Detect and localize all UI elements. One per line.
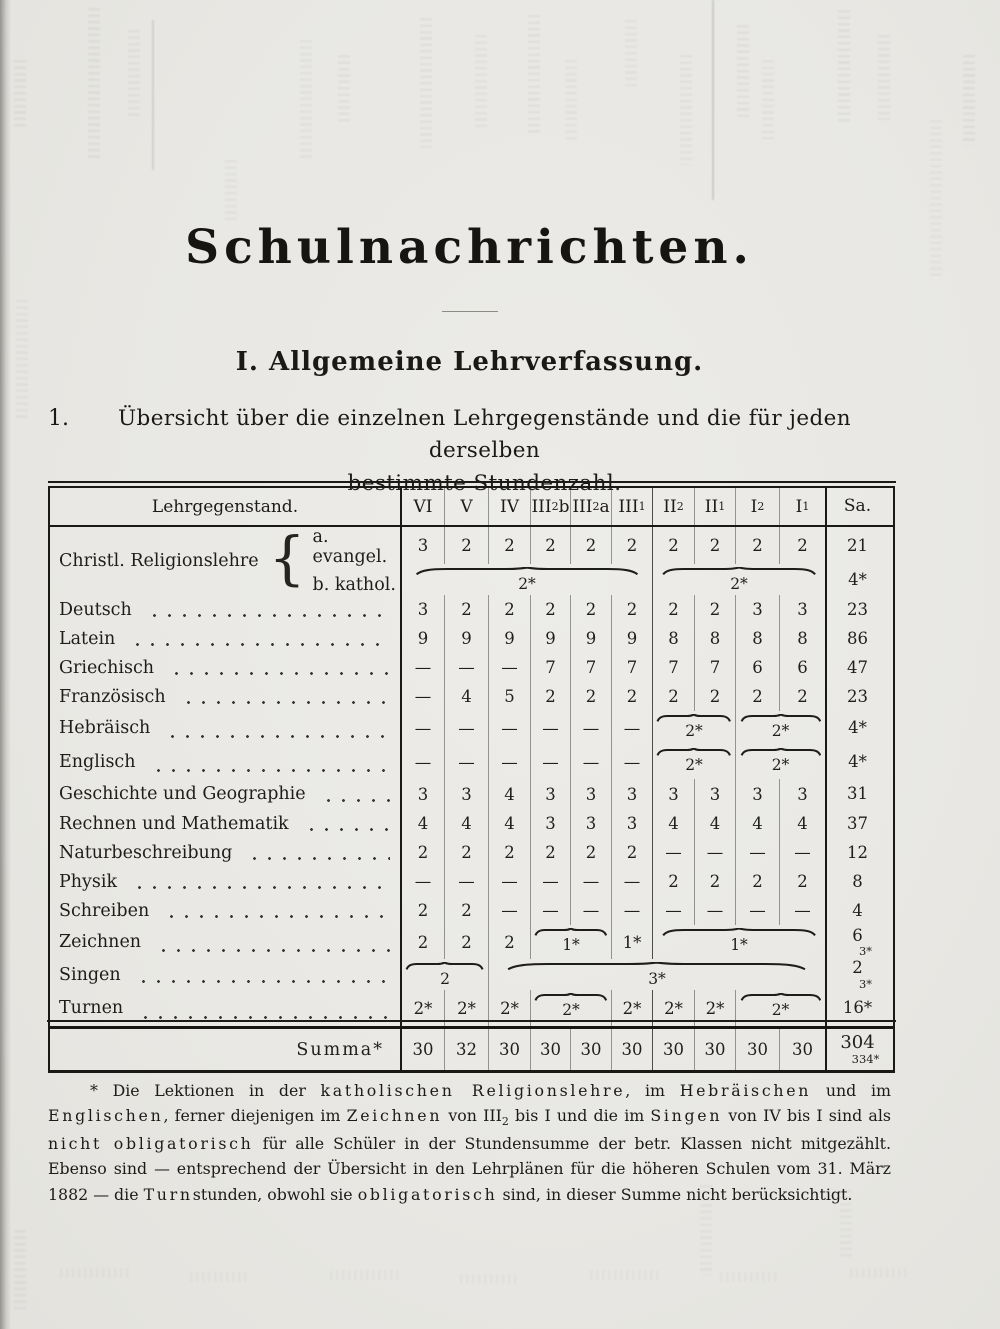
hours-cell: 6 xyxy=(736,653,780,682)
hours-cell: 9 xyxy=(531,624,571,653)
footnote-segment: Hebräischen xyxy=(679,1081,812,1100)
curly-brace-glyph: { xyxy=(268,524,306,593)
sum-cell: 23 xyxy=(847,686,868,706)
hours-cell: 7 xyxy=(653,653,695,682)
section-heading: I. Allgemeine Lehrverfassung. xyxy=(235,347,704,377)
over-brace xyxy=(740,714,822,722)
subject-label-cell: Schreiben xyxy=(50,896,402,925)
row-singen xyxy=(50,959,893,990)
hours-cell: 3 xyxy=(531,779,571,809)
sum-cell: 47 xyxy=(847,657,868,677)
over-brace xyxy=(534,993,608,1001)
hours-cell: 2 xyxy=(612,527,653,564)
hours-cell: — xyxy=(612,745,653,779)
hours-cell: — xyxy=(571,711,612,745)
row-griechisch xyxy=(50,653,893,682)
hours-cell: 2 xyxy=(489,925,531,959)
subject-label-cell: Latein xyxy=(50,624,402,653)
footnote-segment: , ferner diejenigen im xyxy=(163,1106,347,1126)
hours-cell: 4 xyxy=(445,682,489,711)
hours-cell: 2* xyxy=(653,990,695,1026)
religion-option-kathol: b. kathol. xyxy=(312,575,396,595)
hours-cell: 8 xyxy=(695,624,736,653)
hours-cell: 2 xyxy=(695,867,736,896)
hours-cell: 3 xyxy=(612,779,653,809)
hours-cell: — xyxy=(736,838,780,867)
brace-cell: 2* xyxy=(402,564,653,595)
sum-cell: 16* xyxy=(842,998,873,1018)
subject-label-cell: Deutsch xyxy=(50,595,402,624)
sum-cell: 6 3* xyxy=(852,925,873,959)
hours-cell: 9 xyxy=(489,624,531,653)
header-col-III1: III 1 xyxy=(612,488,653,525)
brace-cell: 1* xyxy=(531,925,612,959)
hours-cell: 3 xyxy=(402,779,445,809)
dot-leader xyxy=(179,700,390,705)
hours-cell: 2 xyxy=(402,838,445,867)
hours-cell: 2 xyxy=(780,682,827,711)
hours-cell: 9 xyxy=(612,624,653,653)
hours-cell: — xyxy=(445,711,489,745)
header-col-I1: I 1 xyxy=(780,488,827,525)
over-brace xyxy=(660,567,818,575)
hours-cell: 3 xyxy=(780,595,827,624)
hours-cell: 2 xyxy=(445,896,489,925)
hours-cell: — xyxy=(531,896,571,925)
hours-cell: — xyxy=(653,896,695,925)
hours-cell: — xyxy=(489,653,531,682)
hours-cell: — xyxy=(695,838,736,867)
religion-label: Christl. Religionslehre xyxy=(59,551,259,571)
hours-cell: — xyxy=(402,682,445,711)
row-summa xyxy=(50,1026,893,1070)
hours-cell: — xyxy=(531,711,571,745)
hours-cell: — xyxy=(571,867,612,896)
footnote-segment: Englischen xyxy=(48,1106,164,1126)
hours-cell: 2 xyxy=(489,838,531,867)
hours-cell: 6 xyxy=(780,653,827,682)
hours-cell: 2 xyxy=(489,527,531,564)
hours-cell: 2* xyxy=(695,990,736,1026)
over-brace xyxy=(656,714,731,722)
hours-cell: 2 xyxy=(736,867,780,896)
hours-cell: 2 xyxy=(571,682,612,711)
hours-cell: 3 xyxy=(736,779,780,809)
header-col-II2: II 2 xyxy=(653,488,695,525)
grand-total-cell: 304 334* xyxy=(840,1031,880,1067)
total-cell: 30 xyxy=(736,1029,780,1070)
hours-cell: 3 xyxy=(736,595,780,624)
footnote-segment: bis I und die im xyxy=(508,1106,651,1126)
subject-label-cell: Physik xyxy=(50,867,402,896)
total-cell: 32 xyxy=(445,1029,489,1070)
subject-label-cell: Hebräisch xyxy=(50,711,402,745)
hours-cell: 4 xyxy=(489,779,531,809)
header-col-VI: VI xyxy=(402,488,445,525)
header-col-V: V xyxy=(445,488,489,525)
sum-cell: 4 xyxy=(852,900,863,920)
hours-cell: — xyxy=(445,745,489,779)
hours-cell: 2* xyxy=(402,990,445,1026)
footnote-subscript: 2 xyxy=(501,1115,509,1129)
hours-cell: 2 xyxy=(612,595,653,624)
brace-cell: 1* xyxy=(653,925,827,959)
hours-cell: — xyxy=(489,711,531,745)
footnote-segment: obligatorisch xyxy=(357,1184,498,1204)
item-heading-line2: bestimmte Stundenzahl. xyxy=(347,470,622,496)
footnote-segment: Singen xyxy=(650,1106,723,1126)
footnote-segment: nicht obligatorisch xyxy=(48,1134,254,1154)
total-cell: 30 xyxy=(531,1029,571,1070)
hours-cell: 2 xyxy=(612,838,653,867)
religion-options xyxy=(313,527,400,595)
header-subject: Lehrgegenstand. xyxy=(50,488,402,525)
hours-cell: 8 xyxy=(736,624,780,653)
hours-cell: 2 xyxy=(736,682,780,711)
hours-cell: 2 xyxy=(571,595,612,624)
subject-label-cell: Französisch xyxy=(50,682,402,711)
row-rechnen xyxy=(50,809,893,838)
hours-cell: 7 xyxy=(531,653,571,682)
hours-cell: 7 xyxy=(571,653,612,682)
hours-cell: 2 xyxy=(489,595,531,624)
hours-cell: 2 xyxy=(531,838,571,867)
total-cell: 30 xyxy=(780,1029,827,1070)
footnote-segment: sind, in dieser Summe nicht berücksichtigt. xyxy=(497,1184,853,1204)
row-naturbeschreibung xyxy=(50,838,893,867)
footnote-segment: * Die Lektionen in der xyxy=(90,1081,321,1100)
scan-edge-shadow xyxy=(0,0,11,1329)
hours-cell: 2 xyxy=(695,527,736,564)
hours-cell: 5 xyxy=(489,682,531,711)
over-brace xyxy=(740,748,822,756)
hours-cell: 8 xyxy=(780,624,827,653)
header-col-III2a: III 2 a xyxy=(571,488,612,525)
brace-cell: 2* xyxy=(736,745,827,779)
hours-cell: 9 xyxy=(571,624,612,653)
row-latein xyxy=(50,624,893,653)
dot-leader xyxy=(154,948,390,953)
hours-cell: 2 xyxy=(445,595,489,624)
hours-cell: 4 xyxy=(402,809,445,838)
sum-cell: 4* xyxy=(848,569,867,589)
sum-cell: 31 xyxy=(847,784,868,804)
footnote-segment: Turn xyxy=(143,1184,193,1204)
hours-cell: — xyxy=(531,745,571,779)
row-religion xyxy=(50,524,893,595)
religion-option-evangel: a. evangel. xyxy=(312,527,388,567)
dot-leader xyxy=(145,613,390,618)
footnote-segment: Zeichnen xyxy=(346,1106,443,1126)
hours-cell: — xyxy=(402,653,445,682)
hours-cell: 9 xyxy=(402,624,445,653)
sum-cell: 21 xyxy=(847,535,868,555)
header-col-sum: Sa. xyxy=(843,495,872,516)
sum-cell: 12 xyxy=(847,842,868,862)
hours-cell: — xyxy=(445,867,489,896)
header-col-I2: I 2 xyxy=(736,488,780,525)
over-brace xyxy=(656,748,731,756)
hours-cell: 4 xyxy=(695,809,736,838)
hours-cell: 4 xyxy=(780,809,827,838)
dot-leader xyxy=(245,856,390,861)
dot-leader xyxy=(302,827,390,832)
hours-cell: — xyxy=(402,711,445,745)
dot-leader xyxy=(167,671,390,676)
hours-cell: 2* xyxy=(489,990,531,1026)
dot-leader xyxy=(149,768,391,773)
hours-cell: 1* xyxy=(612,925,653,959)
hours-cell: 2 xyxy=(402,896,445,925)
total-cell: 30 xyxy=(612,1029,653,1070)
hours-cell: 2 xyxy=(612,682,653,711)
hours-cell: 3 xyxy=(695,779,736,809)
sum-cell: 4* xyxy=(848,752,867,772)
total-cell: 30 xyxy=(653,1029,695,1070)
hours-cell: 7 xyxy=(612,653,653,682)
footnote-segment: , im xyxy=(625,1081,680,1100)
hours-cell: — xyxy=(653,838,695,867)
hours-cell: — xyxy=(489,745,531,779)
brace-cell: 2* xyxy=(653,564,827,595)
header-col-III2b: III 2 b xyxy=(531,488,571,525)
hours-cell: 3 xyxy=(653,779,695,809)
row-franzoesisch xyxy=(50,682,893,711)
hours-cell: — xyxy=(445,653,489,682)
hours-cell: 3 xyxy=(402,595,445,624)
over-brace xyxy=(534,928,608,936)
total-cell: 30 xyxy=(571,1029,612,1070)
subject-label-cell: Zeichnen xyxy=(50,925,402,959)
hours-cell: 2* xyxy=(612,990,653,1026)
hours-cell: 2 xyxy=(780,527,827,564)
hours-cell: 8 xyxy=(653,624,695,653)
footnote-segment: für alle Schüler in der Stundensumme der betr. Klassen nicht mitgezählt. Ebenso sind — entsprechend der Übersicht in den Lehrplänen für die höheren Schulen vom 31. März 1882 — die xyxy=(48,1134,892,1204)
subject-label-cell: Naturbeschreibung xyxy=(50,838,402,867)
hours-cell: 3 xyxy=(571,779,612,809)
hours-cell: 2 xyxy=(653,867,695,896)
footnote xyxy=(48,1078,891,1207)
row-schreiben xyxy=(50,896,893,925)
item-number: 1. xyxy=(48,406,69,431)
brace-cell: 2* xyxy=(736,990,827,1026)
hours-cell: — xyxy=(612,711,653,745)
sum-cell: 86 xyxy=(847,628,868,648)
hours-cell: — xyxy=(571,745,612,779)
hours-cell: 3 xyxy=(531,809,571,838)
hours-cell: 3 xyxy=(780,779,827,809)
row-geschichte xyxy=(50,779,893,809)
hours-cell: 4 xyxy=(445,809,489,838)
over-brace xyxy=(502,962,811,970)
religion-label-cell xyxy=(50,524,402,595)
brace-cell: 2* xyxy=(653,711,736,745)
hours-cell: 2 xyxy=(571,838,612,867)
hours-cell: 2 xyxy=(653,527,695,564)
header-col-II1: II 1 xyxy=(695,488,736,525)
brace-cell: 2* xyxy=(736,711,827,745)
dot-leader xyxy=(128,642,390,647)
hours-cell: — xyxy=(489,896,531,925)
total-cell: 30 xyxy=(402,1029,445,1070)
table-header-row xyxy=(50,488,893,527)
hours-cell: — xyxy=(695,896,736,925)
hours-cell: 4 xyxy=(653,809,695,838)
hours-cell: — xyxy=(531,867,571,896)
over-brace xyxy=(660,928,818,936)
sum-cell: 4* xyxy=(848,718,867,738)
dot-leader xyxy=(162,914,390,919)
hours-cell: — xyxy=(736,896,780,925)
hours-cell: — xyxy=(402,745,445,779)
hours-cell: — xyxy=(780,838,827,867)
brace-cell: 2* xyxy=(653,745,736,779)
row-physik xyxy=(50,867,893,896)
hours-cell: 2 xyxy=(780,867,827,896)
hours-cell: 3 xyxy=(402,527,445,564)
subject-label-cell: Geschichte und Geographie xyxy=(50,779,402,809)
hours-cell: 2 xyxy=(653,595,695,624)
sum-cell: 8 xyxy=(852,871,863,891)
hours-cell: 2 xyxy=(695,682,736,711)
footnote-segment: von III xyxy=(442,1106,502,1126)
footnote-segment: von IV bis I sind als xyxy=(722,1106,891,1126)
title-divider xyxy=(442,311,498,312)
hours-cell: — xyxy=(612,867,653,896)
hours-cell: — xyxy=(489,867,531,896)
dot-leader xyxy=(163,734,390,739)
row-hebraeisch xyxy=(50,711,893,745)
hours-cell: 9 xyxy=(445,624,489,653)
hours-cell: 3 xyxy=(612,809,653,838)
hours-cell: 2 xyxy=(402,925,445,959)
page-title: Schulnachrichten. xyxy=(185,220,754,275)
total-cell: 30 xyxy=(489,1029,531,1070)
hours-cell: 2* xyxy=(445,990,489,1026)
subject-label-cell: Rechnen und Mathematik xyxy=(50,809,402,838)
hours-cell: 2 xyxy=(445,838,489,867)
hours-cell: 7 xyxy=(695,653,736,682)
over-brace xyxy=(405,962,484,970)
hours-cell: 2 xyxy=(445,925,489,959)
footnote-segment: katholischen Religionslehre xyxy=(320,1081,626,1100)
dot-leader xyxy=(319,798,390,803)
over-brace xyxy=(412,567,642,575)
hours-cell: — xyxy=(780,896,827,925)
hours-cell: — xyxy=(571,896,612,925)
row-zeichnen xyxy=(50,925,893,959)
footnote-segment: und im xyxy=(811,1081,891,1100)
brace-cell: 2 xyxy=(402,959,489,990)
hours-cell: 2 xyxy=(531,682,571,711)
dot-leader xyxy=(130,885,390,890)
hours-cell: 3 xyxy=(571,809,612,838)
footnote-segment: stunden, obwohl sie xyxy=(192,1184,358,1204)
sum-cell: 23 xyxy=(847,599,868,619)
hours-cell: 2 xyxy=(531,595,571,624)
brace-cell: 2* xyxy=(531,990,612,1026)
schedule-table xyxy=(48,486,895,1073)
row-deutsch xyxy=(50,595,893,624)
hours-cell: 2 xyxy=(653,682,695,711)
header-col-IV: IV xyxy=(489,488,531,525)
hours-cell: — xyxy=(402,867,445,896)
sum-cell: 2 3* xyxy=(852,958,873,991)
subject-label-cell: Turnen xyxy=(50,990,402,1026)
hours-cell: 4 xyxy=(489,809,531,838)
dot-leader xyxy=(134,979,390,984)
hours-cell: — xyxy=(612,896,653,925)
subject-label-cell: Singen xyxy=(50,959,402,990)
hours-cell: 3 xyxy=(445,779,489,809)
brace-cell: 3* xyxy=(489,959,827,990)
sum-cell: 37 xyxy=(847,813,868,833)
hours-cell: 2 xyxy=(445,527,489,564)
hours-cell: 2 xyxy=(571,527,612,564)
subject-label-cell: Griechisch xyxy=(50,653,402,682)
item-heading-line1: Übersicht über die einzelnen Lehrgegenstände und die für jeden derselben xyxy=(118,406,851,464)
hours-cell: 4 xyxy=(736,809,780,838)
over-brace xyxy=(740,993,822,1001)
hours-cell: 2 xyxy=(736,527,780,564)
total-cell: 30 xyxy=(695,1029,736,1070)
row-englisch xyxy=(50,745,893,779)
subject-label-cell: Englisch xyxy=(50,745,402,779)
hours-cell: 2 xyxy=(531,527,571,564)
summa-label-cell: Summa* xyxy=(50,1029,402,1070)
hours-cell: 2 xyxy=(695,595,736,624)
